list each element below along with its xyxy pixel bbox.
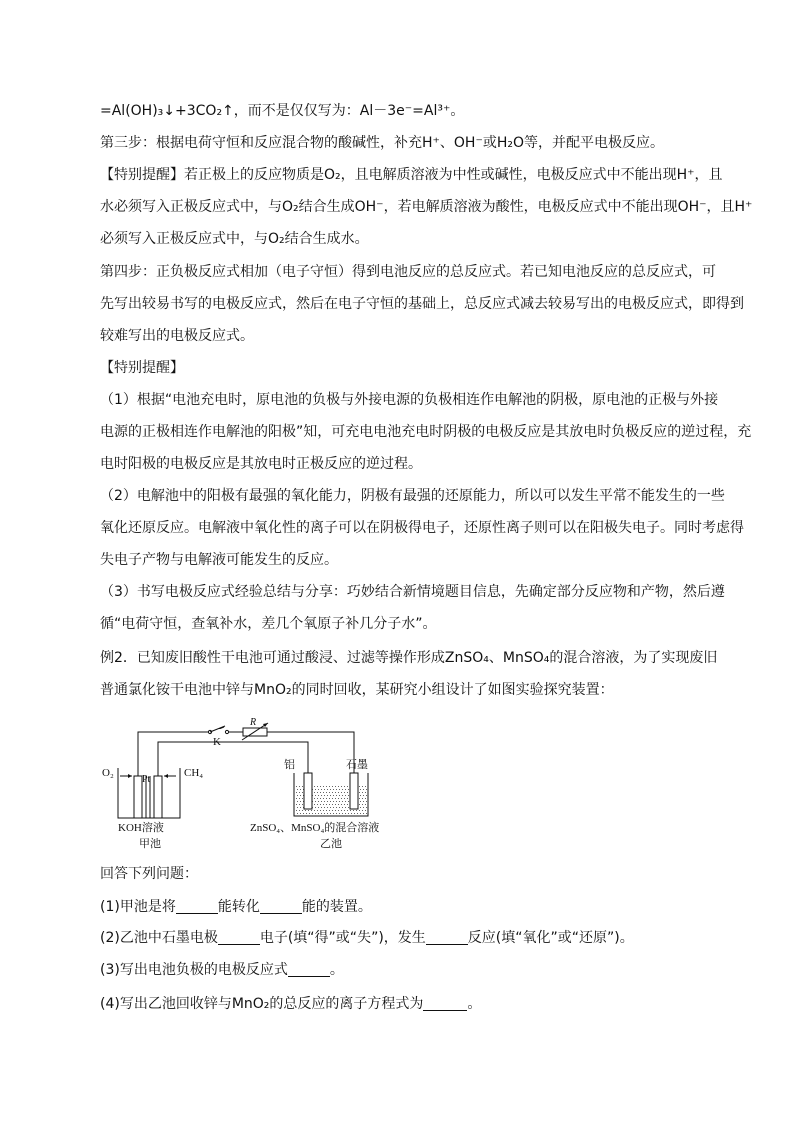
q1-blank-2[interactable] — [260, 899, 302, 914]
question-1 — [100, 897, 372, 917]
outer-wire — [138, 732, 354, 776]
tip-line-1: 【特别提醒】若正极上的反应物质是O₂，且电解质溶液为中性或碱性，电极反应式中不能出现H⁺，且 — [100, 167, 723, 183]
switch-icon — [208, 726, 229, 735]
tip3-line-1: （3）书写电极反应式经验总结与分享：巧妙结合新情境题目信息，先确定部分反应物和产物，然后遵 — [100, 584, 725, 600]
graphite-label: 石墨 — [346, 759, 368, 771]
ch4-label: CH₄ — [184, 767, 204, 779]
question-2 — [100, 928, 634, 948]
q2-text-c: 反应(填“氧化”或“还原”)。 — [467, 930, 634, 946]
example-line-2: 普通氯化铵干电池中锌与MnO₂的同时回收，某研究小组设计了如图实验探究装置： — [100, 682, 614, 698]
question-4 — [100, 994, 481, 1014]
q2-blank-2[interactable] — [426, 930, 468, 945]
step4-line-2: 先写出较易书写的电极反应式，然后在电子守恒的基础上，总反应式减去较易写出的电极反应式，即得到 — [100, 296, 744, 312]
tip1-line-1: （1）根据“电池充电时，原电池的负极与外接电源的负极相连作电解池的阴极，原电池的正极与外接 — [100, 392, 719, 408]
step4-line-1: 第四步：正负极反应式相加（电子守恒）得到电池反应的总反应式。若已知电池反应的总反应式，可 — [100, 264, 716, 280]
q2-blank-1[interactable] — [218, 930, 260, 945]
tip1-line-3: 电时阳极的电极反应是其放电时正极反应的逆过程。 — [100, 456, 422, 472]
question-3 — [100, 960, 344, 980]
koh-label: KOH溶液 — [118, 822, 164, 834]
o2-label: O₂ — [102, 767, 114, 779]
tip-line-3: 必须写入正极反应式中，与O₂结合生成水。 — [100, 231, 369, 247]
step4-line-3: 较难写出的电极反应式。 — [100, 328, 254, 344]
q3-text-a: (3)写出电池负极的电极反应式 — [100, 962, 288, 978]
switch-label: K — [213, 736, 221, 748]
aluminum-label: 铝 — [284, 759, 295, 771]
q3-blank[interactable] — [288, 962, 330, 977]
q2-text-a: (2)乙池中石墨电极 — [100, 930, 218, 946]
q1-blank-1[interactable] — [176, 899, 218, 914]
apparatus-diagram — [100, 718, 420, 858]
q1-text-c: 能的装置。 — [301, 899, 372, 915]
tip-line-2: 水必须写入正极反应式中，与O₂结合生成OH⁻，若电解质溶液为酸性，电极反应式中不能出现OH⁻，且H⁺ — [100, 199, 753, 215]
q4-blank[interactable] — [423, 996, 467, 1011]
mix-solution-label: ZnSO₄、MnSO₄的混合溶液 — [250, 822, 380, 834]
tip-heading: 【特别提醒】 — [100, 360, 184, 376]
electrolytic-cell — [294, 773, 368, 816]
q3-text-b: 。 — [329, 962, 344, 978]
q4-text-a: (4)写出乙池回收锌与MnO₂的总反应的离子方程式为 — [100, 996, 424, 1012]
tip2-line-1: （2）电解池中的阳极有最强的氧化能力，阴极有最强的还原能力，所以可以发生平常不能发生的一些 — [100, 488, 725, 504]
questions-intro: 回答下列问题： — [100, 866, 198, 882]
para-line-1: =Al(OH)₃↓+3CO₂↑，而不是仅仅写为：Al－3e⁻=Al³⁺。 — [100, 103, 465, 119]
tip2-line-2: 氧化还原反应。电解液中氧化性的离子可以在阴极得电子，还原性离子则可以在阳极失电子。同时考虑得 — [100, 520, 744, 536]
q2-text-b: 电子(填“得”或“失”)，发生 — [259, 930, 426, 946]
q1-text-a: (1)甲池是将 — [100, 899, 176, 915]
jia-label: 甲池 — [139, 838, 161, 850]
yi-label: 乙池 — [320, 838, 342, 850]
tip1-line-2: 电源的正极相连作电解池的阳极”知，可充电电池充电时阴极的电极反应是其放电时负极反应的逆过程，充 — [100, 424, 752, 440]
resistor-label: R — [250, 718, 257, 728]
step3-paragraph: 第三步：根据电荷守恒和反应混合物的酸碱性，补充H⁺、OH⁻或H₂O等，并配平电极反应。 — [100, 135, 665, 151]
tip2-line-3: 失电子产物与电解液可能发生的反应。 — [100, 552, 338, 568]
example-line-1: 例2．已知废旧酸性干电池可通过酸浸、过滤等操作形成ZnSO₄、MnSO₄的混合溶液，为了实现废旧 — [100, 650, 718, 666]
q1-text-b: 能转化 — [217, 899, 260, 915]
q4-text-b: 。 — [467, 996, 482, 1012]
tip3-line-2: 循“电荷守恒，查氧补水，差几个氧原子补几分子水”。 — [100, 616, 437, 632]
pt-label: Pt — [142, 774, 151, 785]
